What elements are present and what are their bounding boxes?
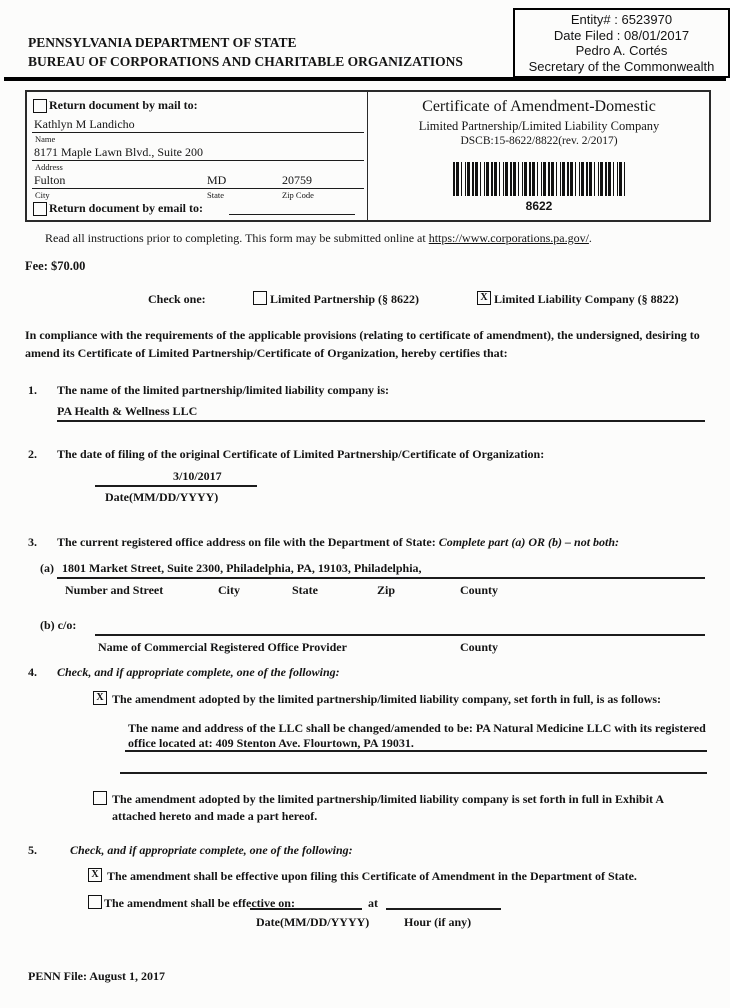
limited-partnership-label: Limited Partnership (§ 8622) (270, 292, 419, 306)
effective-upon-filing-checkbox[interactable] (88, 868, 102, 882)
mail-name-line[interactable] (32, 118, 364, 133)
effective-on-date-label: The amendment shall be effective on: (104, 896, 295, 910)
mail-zip-label: Zip Code (282, 190, 314, 200)
limited-partnership-checkbox[interactable] (253, 291, 267, 305)
item5-number: 5. (28, 843, 37, 857)
effective-upon-filing-label: The amendment shall be effective upon filing this Certificate of Amendment in the Department of State. (107, 869, 637, 883)
amendment-text-value: The name and address of the LLC shall be changed/amended to be: PA Natural Medicine LLC with its registered office located at: 409 Stenton Ave. Flourtown, PA 19031. (128, 721, 706, 750)
stamp-secretary-name: Pedro A. Cortés (575, 43, 668, 58)
item1-label: The name of the limited partnership/limited liability company is: (57, 383, 389, 397)
amendment-text-line2[interactable] (120, 758, 707, 774)
amendment-exhibit-a-checkbox[interactable] (93, 791, 107, 805)
mail-name-value: Kathlyn M Landicho (34, 117, 135, 131)
effective-date-input-line[interactable] (250, 894, 362, 910)
barcode (453, 162, 625, 196)
certificate-subtitle: Limited Partnership/Limited Liability Company (418, 119, 660, 133)
mail-address-line[interactable] (32, 146, 364, 161)
item5-date-format-label: Date(MM/DD/YYYY) (256, 915, 370, 929)
checkbox-x-mark: X (91, 869, 99, 880)
amendment-text-line1[interactable] (125, 736, 707, 752)
stamp-date-filed: Date Filed : 08/01/2017 (553, 27, 690, 43)
filing-date-line[interactable] (95, 469, 257, 487)
mail-city-label: City (35, 190, 50, 200)
item3-label (57, 535, 707, 550)
amendment-in-full-checkbox[interactable] (93, 691, 107, 705)
effective-hour-input-line[interactable] (386, 894, 501, 910)
mail-address-label: Address (35, 162, 63, 172)
penn-file-footer: PENN File: August 1, 2017 (28, 969, 166, 983)
mail-name-label: Name (35, 134, 56, 144)
certificate-title: Certificate of Amendment-Domestic (422, 98, 656, 115)
item3a-col-street: Number and Street (65, 583, 164, 597)
limited-liability-company-checkbox[interactable] (477, 291, 491, 305)
online-filing-link[interactable]: https://www.corporations.pa.gov/ (428, 231, 589, 245)
item2-label: The date of filing of the original Certificate of Limited Partnership/Certificate of Organization: (57, 447, 545, 461)
company-name-line[interactable] (57, 404, 705, 422)
item1-number: 1. (28, 383, 37, 397)
item3a-col-city: City (218, 583, 240, 597)
certificate-code: DSCB:15-8622/8822(rev. 2/2017) (460, 135, 618, 147)
mail-address-value: 8171 Maple Lawn Blvd., Suite 200 (34, 145, 203, 159)
instructions-suffix: . (588, 231, 592, 245)
instructions-line (45, 231, 592, 246)
company-name-value: PA Health & Wellness LLC (57, 404, 198, 418)
return-by-email-checkbox[interactable] (33, 202, 47, 216)
mail-city-line[interactable] (32, 174, 364, 189)
item4-number: 4. (28, 665, 37, 679)
mail-state-value: MD (207, 173, 227, 187)
checkbox-x-mark: X (96, 692, 104, 703)
mail-state-label: State (207, 190, 224, 200)
amendment-exhibit-a-label: The amendment adopted by the limited partnership/limited liability company is set forth in full in Exhibit A attached hereto and made a part hereof. (112, 792, 664, 823)
item3a-prefix: (a) (40, 561, 54, 575)
return-by-mail-label: Return document by mail to: (49, 98, 198, 112)
filing-stamp (513, 8, 730, 78)
barcode-number: 8622 (525, 199, 553, 213)
filing-date-value: 3/10/2017 (173, 469, 222, 483)
return-address-box (25, 90, 711, 222)
item3a-col-state: State (292, 583, 318, 597)
check-one-label: Check one: (148, 292, 206, 306)
effective-at-label: at (368, 896, 378, 910)
department-header (28, 33, 463, 71)
item3b-provider-label: Name of Commercial Registered Office Provider (98, 640, 347, 654)
email-input-line[interactable] (229, 200, 355, 215)
item3-number: 3. (28, 535, 37, 549)
department-line1: PENNSYLVANIA DEPARTMENT OF STATE (28, 35, 297, 50)
item2-number: 2. (28, 447, 37, 461)
amendment-in-full-label: The amendment adopted by the limited partnership/limited liability company, set forth in full, is as follows: (112, 692, 662, 706)
item3b-prefix: (b) c/o: (40, 618, 77, 632)
effective-on-date-checkbox[interactable] (88, 895, 102, 909)
limited-liability-company-label: Limited Liability Company (§ 8822) (494, 292, 679, 306)
item5-intro: Check, and if appropriate complete, one of the following: (70, 843, 353, 857)
compliance-paragraph: In compliance with the requirements of the applicable provisions (relating to certificate of amendment), the undersigned, desiring to amend its Certificate of Limited Partnership/Certificate of Organization, hereby certifies that: (25, 328, 700, 360)
header-rule (4, 77, 726, 81)
stamp-entity-number: Entity# : 6523970 (570, 12, 673, 27)
item3b-provider-line[interactable] (95, 618, 705, 636)
instructions-text: Read all instructions prior to completing. This form may be submitted online at (45, 231, 429, 245)
item3a-col-zip: Zip (377, 583, 396, 597)
item3-label-text: The current registered office address on file with the Department of State: (57, 535, 439, 549)
registered-office-value: 1801 Market Street, Suite 2300, Philadelphia, PA, 19103, Philadelphia, (62, 561, 422, 575)
return-by-email-label: Return document by email to: (49, 201, 203, 215)
return-by-mail-checkbox[interactable] (33, 99, 47, 113)
item4-intro: Check, and if appropriate complete, one of the following: (57, 665, 340, 679)
mail-city-value: Fulton (34, 173, 66, 187)
item3a-col-county: County (460, 583, 499, 597)
item3-label-italic: Complete part (a) OR (b) – not both: (438, 535, 620, 549)
mail-zip-value: 20759 (282, 173, 312, 187)
stamp-secretary-title: Secretary of the Commonwealth (528, 58, 715, 74)
fee-label: Fee: $70.00 (25, 259, 86, 273)
registered-office-line[interactable] (57, 561, 705, 579)
item2-date-format-label: Date(MM/DD/YYYY) (105, 490, 219, 504)
checkbox-x-mark: X (480, 292, 488, 303)
department-line2: BUREAU OF CORPORATIONS AND CHARITABLE ORGANIZATIONS (28, 54, 463, 69)
box-divider (367, 92, 368, 220)
item5-hour-label: Hour (if any) (404, 915, 472, 929)
item3b-county-label: County (460, 640, 499, 654)
